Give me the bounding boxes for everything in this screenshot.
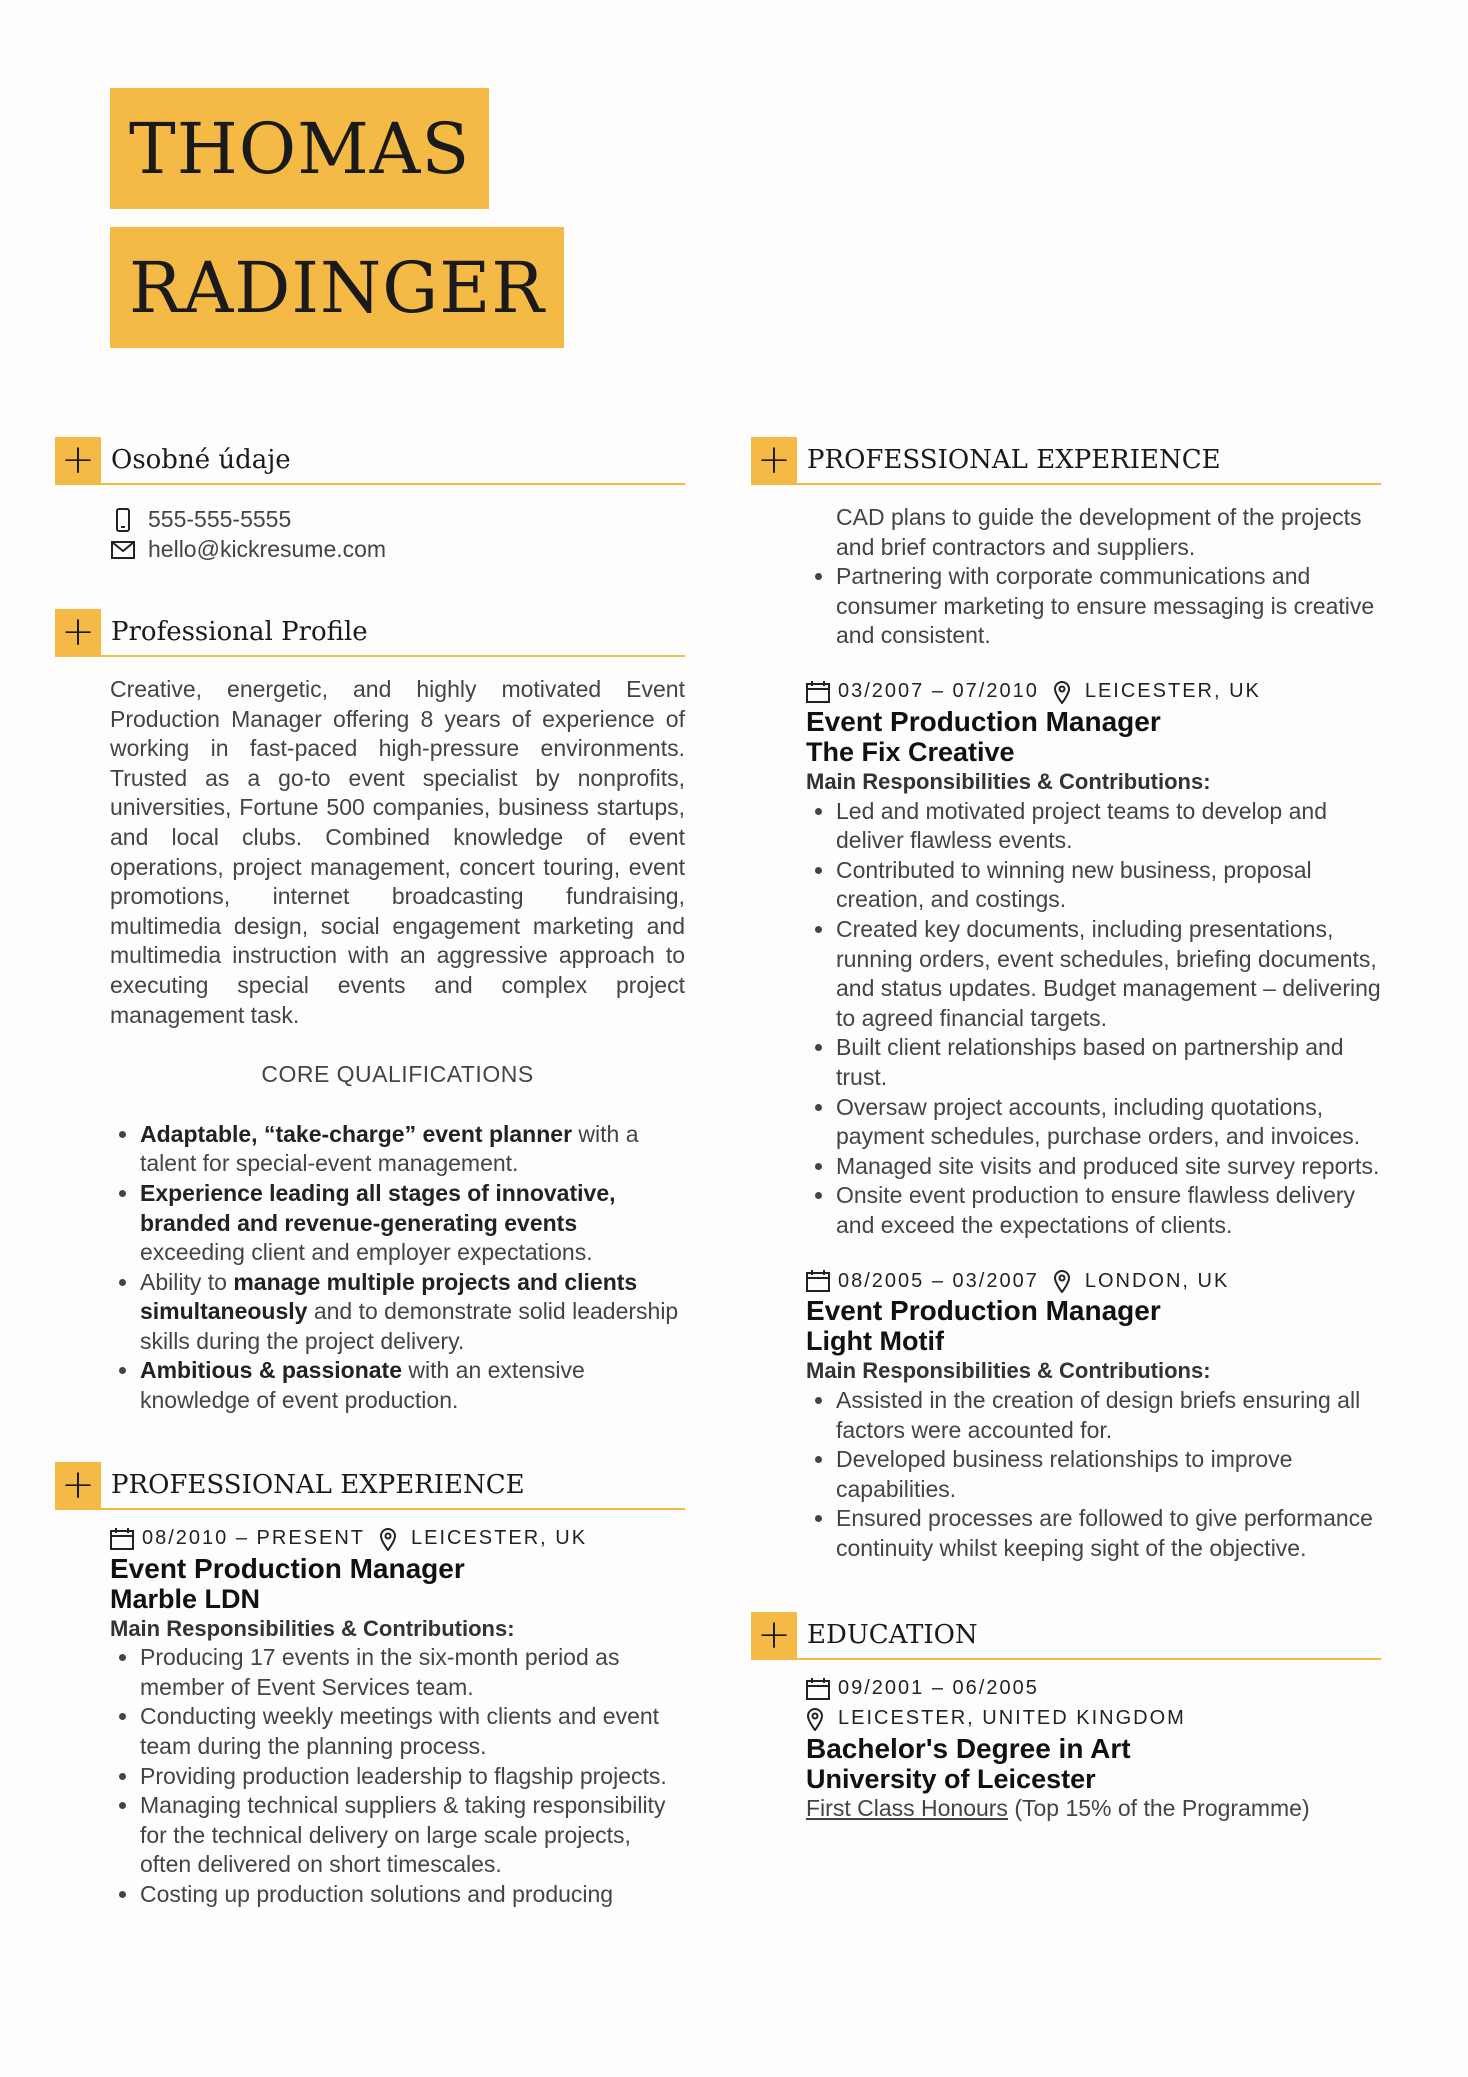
responsibilities-label: Main Responsibilities & Contributions:: [806, 768, 1211, 794]
plus-icon: +: [751, 437, 797, 483]
job-entry: [806, 1266, 1381, 1563]
core-qualifications-title: CORE QUALIFICATIONS: [261, 1061, 534, 1088]
section-title: EDUCATION: [807, 1619, 978, 1650]
section-header: [751, 1612, 1381, 1660]
education-location-row: [806, 1704, 1381, 1734]
list-item: • Developed business relationships to improve capabilities.: [836, 1445, 1381, 1504]
profile-section: [55, 609, 685, 1416]
plus-icon: +: [55, 609, 101, 655]
experience-section: [55, 1462, 685, 1910]
company-name: Marble LDN: [110, 1583, 261, 1614]
plus-icon: +: [751, 1612, 797, 1658]
job-entry: [806, 677, 1381, 1241]
degree: Bachelor's Degree in Art: [806, 1732, 1131, 1764]
responsibilities-label: Main Responsibilities & Contributions:: [806, 1358, 1211, 1384]
list-item: • Ensured processes are followed to give performance continuity whilst keeping sight of the objective.: [836, 1504, 1381, 1563]
phone-row: [110, 505, 685, 535]
section-title: Osobné údaje: [111, 445, 291, 475]
honours-line: [806, 1794, 1381, 1824]
last-name: RADINGER: [110, 227, 564, 348]
plus-icon: +: [55, 1462, 101, 1508]
mail-icon: [110, 537, 136, 563]
personal-section: [55, 437, 685, 565]
section-title: Professional Profile: [111, 617, 368, 647]
plus-icon: +: [55, 437, 101, 483]
list-item: • Assisted in the creation of design briefs ensuring all factors were accounted for.: [836, 1386, 1381, 1445]
job-title: Event Production Manager: [806, 1295, 1161, 1327]
list-item: • Created key documents, including presentations, running orders, event schedules, briefing documents, and status updates. Budget management – delivering to agreed financial targets.: [836, 915, 1381, 1033]
location-pin-icon: [806, 1706, 832, 1732]
responsibilities-list: [110, 1643, 685, 1909]
job-location: LEICESTER, UK: [1084, 680, 1261, 703]
section-header: [751, 437, 1381, 485]
list-item: • Partnering with corporate communications and consumer marketing to ensure messaging is creative and consistent.: [836, 562, 1381, 651]
list-item: • Ambitious & passionate with an extensive knowledge of event production.: [140, 1356, 685, 1415]
job-dates: 08/2010 – PRESENT: [142, 1526, 365, 1549]
job-meta: [806, 1266, 1381, 1296]
list-item: • Built client relationships based on partnership and trust.: [836, 1033, 1381, 1092]
list-item: • Experience leading all stages of innovative, branded and revenue-generating events exceeding client and employer expectations.: [140, 1179, 685, 1268]
job-entry: [110, 1524, 685, 1910]
calendar-icon: [806, 1676, 832, 1702]
right-column: [751, 437, 1381, 1823]
section-header: [55, 1462, 685, 1510]
left-column: [55, 437, 685, 1936]
school: University of Leicester: [806, 1763, 1096, 1794]
calendar-icon: [806, 679, 832, 705]
calendar-icon: [110, 1526, 136, 1552]
first-name: THOMAS: [110, 88, 489, 209]
job-dates: 08/2005 – 03/2007: [838, 1269, 1039, 1292]
list-item: • Conducting weekly meetings with clients and event team during the planning process.: [140, 1702, 685, 1761]
experience-section-continued: [751, 437, 1381, 1564]
education-dates: 09/2001 – 06/2005: [838, 1676, 1039, 1699]
list-item: • Oversaw project accounts, including quotations, payment schedules, purchase orders, and invoices.: [836, 1093, 1381, 1152]
list-item: • Producing 17 events in the six-month period as member of Event Services team.: [140, 1643, 685, 1702]
email-address[interactable]: hello@kickresume.com: [148, 536, 387, 563]
job-location: LONDON, UK: [1084, 1269, 1230, 1292]
phone-number[interactable]: 555-555-5555: [148, 506, 292, 533]
responsibilities-label: Main Responsibilities & Contributions:: [110, 1615, 515, 1641]
list-item: • Providing production leadership to flagship projects.: [140, 1762, 685, 1792]
list-item: • Managed site visits and produced site survey reports.: [836, 1152, 1381, 1182]
continued-text: CAD plans to guide the development of the projects and brief contractors and suppliers.: [836, 504, 1362, 560]
section-title: PROFESSIONAL EXPERIENCE: [807, 445, 1221, 475]
job-meta: [806, 677, 1381, 707]
job-dates: 03/2007 – 07/2010: [838, 680, 1039, 703]
section-header: [55, 437, 685, 485]
responsibilities-list: [806, 1386, 1381, 1564]
list-item: • Ability to manage multiple projects and clients simultaneously and to demonstrate solid leadership skills during the project delivery.: [140, 1268, 685, 1357]
company-name: The Fix Creative: [806, 736, 1015, 767]
responsibilities-list: [806, 797, 1381, 1241]
continued-list: [806, 562, 1381, 651]
education-location: LEICESTER, UNITED KINGDOM: [838, 1706, 1186, 1729]
job-meta: [110, 1524, 685, 1554]
list-item: • Costing up production solutions and producing: [140, 1880, 685, 1910]
honours-note: (Top 15% of the Programme): [1007, 1794, 1310, 1821]
phone-icon: [110, 507, 136, 533]
location-pin-icon: [1053, 679, 1079, 705]
job-title: Event Production Manager: [806, 705, 1161, 737]
section-title: PROFESSIONAL EXPERIENCE: [111, 1469, 525, 1500]
list-item: • Led and motivated project teams to develop and deliver flawless events.: [836, 797, 1381, 856]
education-section: [751, 1612, 1381, 1824]
list-item: • Onsite event production to ensure flawless delivery and exceed the expectations of clients.: [836, 1181, 1381, 1240]
section-header: [55, 609, 685, 657]
company-name: Light Motif: [806, 1326, 944, 1357]
list-item: • Managing technical suppliers & taking responsibility for the technical delivery on large scale projects, often delivered on short timescales.: [140, 1791, 685, 1880]
job-location: LEICESTER, UK: [411, 1526, 588, 1549]
qualifications-list: [110, 1120, 685, 1416]
honours-link[interactable]: First Class Honours: [806, 1794, 1008, 1821]
location-pin-icon: [379, 1526, 405, 1552]
education-dates-row: [806, 1674, 1381, 1704]
location-pin-icon: [1053, 1268, 1079, 1294]
email-row: [110, 535, 685, 565]
profile-text: Creative, energetic, and highly motivated Event Production Manager offering 8 years of experience of working in fast-paced high-pressure environments. Trusted as a go-to event specialist by nonprofits, universities, Fortune 500 companies, business startups, and local clubs. Combined knowledge of event operations, project management, concert touring, event promotions, internet broadcasting fundraising, multimedia design, social engagement marketing and multimedia instruction with an aggressive approach to executing special events and complex project management task.: [110, 676, 685, 1028]
job-title: Event Production Manager: [110, 1552, 465, 1584]
list-item: • Adaptable, “take-charge” event planner with a talent for special-event management.: [140, 1120, 685, 1179]
list-item: • Contributed to winning new business, proposal creation, and costings.: [836, 856, 1381, 915]
calendar-icon: [806, 1268, 832, 1294]
